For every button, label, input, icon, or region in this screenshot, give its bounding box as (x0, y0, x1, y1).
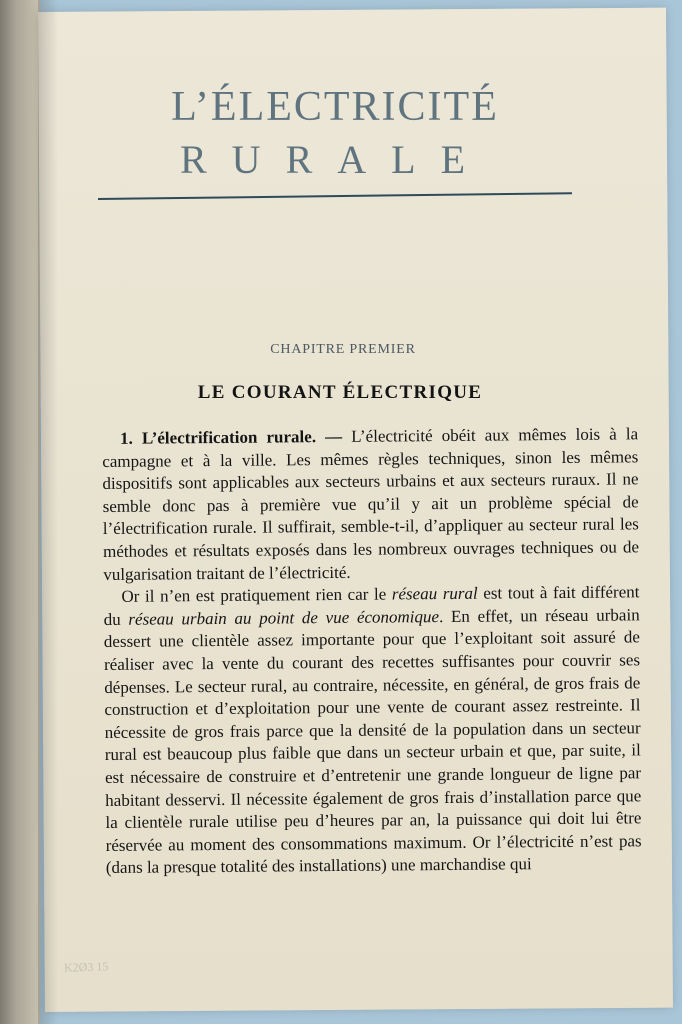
paragraph-2-emphasis-2: réseau urbain au point de vue économique (128, 606, 440, 629)
chapter-label: CHAPITRE PREMIER (270, 342, 416, 357)
paragraph-1 (102, 423, 639, 586)
paragraph-2-emphasis-1: réseau rural (391, 583, 478, 604)
faded-stamp: K2Ø3 15 (63, 959, 109, 975)
section-lead: 1. L’électrification rurale. — (120, 426, 343, 448)
paragraph-1-text: L’électricité obéit aux mêmes lois à la campagne et à la ville. Les mêmes règles techniques, sinon les mêmes dispositifs sont applicables aux secteurs urbains et aux secteurs ruraux. Il ne semble donc pas à première vue qu’il y ait un problème spécial de l’électrification rurale. Il suffirait, semble-t-il, d’appliquer au secteur rural les méthodes et résultats exposés dans les nombreux ouvrages techniques ou de vulgarisation traitant de l’électricité. (102, 424, 640, 584)
paragraph-2-rest: . En effet, un réseau urbain dessert une clientèle assez importante pour que l’exploitant soit assuré de réaliser avec la vente du courant des recettes suffisantes pour couvrir ses dépenses. Le secteur rural, au contraire, nécessite, en général, de gros frais de construction et d’exploitation pour une vente de courant assez restreinte. Il nécessite de gros frais parce que la densité de la population dans un secteur rural est beaucoup plus faible que dans un secteur urbain et que, par suite, il est nécessaire de construire et d’entretenir une grande longueur de ligne par habitant desservi. Il nécessite également de gros frais d’installation parce que la clientèle rurale utilise peu d’heures par an, la puissance qui doit lui être réservée au moment des consommations maximum. Or l’électricité n’est pas (dans la presque totalité des installations) une marchandise qui (103, 605, 642, 878)
paragraph-2-middle: est tout à fait différent du (103, 582, 640, 629)
book-spine (0, 0, 40, 1024)
paragraph-2-start: Or il n’en est pratiquement rien car le (121, 584, 392, 606)
title-line-1: L’ÉLECTRICITÉ (171, 84, 499, 130)
chapter-heading: LE COURANT ÉLECTRIQUE (197, 382, 483, 403)
body-text (102, 423, 642, 880)
paragraph-2 (103, 581, 642, 879)
title-line-2: RURALE (180, 137, 490, 182)
